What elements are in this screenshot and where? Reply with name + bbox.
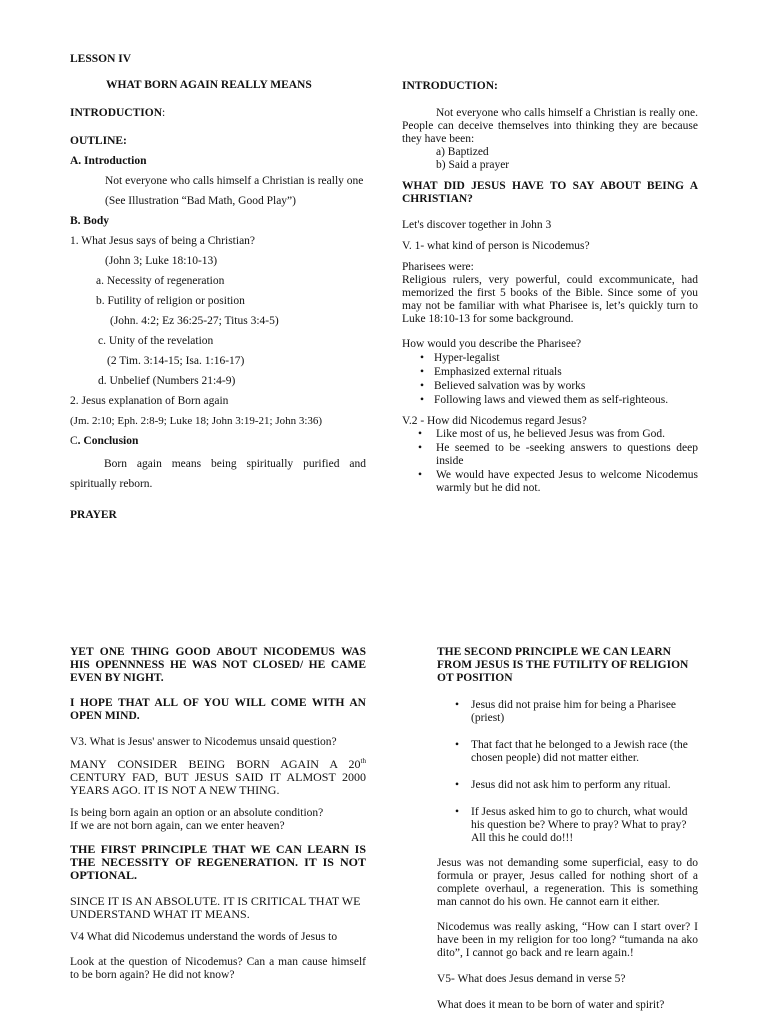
outline-heading: OUTLINE: [70, 135, 127, 147]
nicodemus-openness: YET ONE THING GOOD ABOUT NICODEMUS WAS HIS OPENNNESS HE WAS NOT CLOSED/ HE CAME EVEN BY NIGHT. [70, 646, 366, 684]
outline-bb: b. Futility of religion or position [96, 295, 245, 307]
outline-b2-ref: (Jm. 2:10; Eph. 2:8-9; Luke 18; John 3:19-21; John 3:36) [70, 415, 323, 427]
water-spirit-question: What does it mean to be born of water and spirit? [437, 999, 665, 1011]
bottom-right-column [437, 646, 698, 1012]
nicodemus-regard-list [402, 428, 698, 495]
list-item: • Believed salvation was by works [420, 379, 698, 393]
first-principle: THE FIRST PRINCIPLE THAT WE CAN LEARN IS THE NECESSITY OF REGENERATION. IT IS NOT OPTIONAL. [70, 842, 366, 882]
list-item: • Jesus did not praise him for being a Pharisee (priest) [437, 699, 698, 725]
outline-bb-ref: (John. 4:2; Ez 36:25-27; Titus 3:4-5) [110, 315, 279, 327]
outline-b1-ref: (John 3; Luke 18:10-13) [105, 255, 218, 267]
list-item: • Like most of us, he believed Jesus was from God. [402, 428, 698, 441]
pharisee-traits-list [402, 351, 698, 407]
outline-column [70, 52, 366, 522]
list-item: • If Jesus asked him to go to church, what would his question be? Where to pray? What to pray? All this he could do!!! [437, 806, 698, 845]
heaven-question: If we are not born again, can we enter heaven? [70, 820, 285, 832]
outline-section-c: C. Conclusion [70, 435, 139, 447]
pharisees-text: Religious rulers, very powerful, could excommunicate, had memorized the first 5 books of the Bible. Since some of you may not be familiar with what Pharisee is, let’s quickly turn to Luke 18:10-13 for some background. [402, 274, 698, 325]
outline-a-ref: (See Illustration “Bad Math, Good Play”) [105, 195, 296, 207]
list-item: • He seemed to be -seeking answers to questions deep inside [402, 442, 698, 468]
v2-question: V.2 - How did Nicodemus regard Jesus? [402, 415, 587, 427]
intro-right-heading: INTRODUCTION: [402, 80, 498, 92]
intro-item-baptized: a) Baptized [436, 146, 489, 158]
v3-question: V3. What is Jesus' answer to Nicodemus unsaid question? [70, 736, 337, 748]
intro-item-prayer: b) Said a prayer [436, 159, 510, 171]
outline-a-text: Not everyone who calls himself a Christian is really one [105, 175, 364, 187]
list-item: • Hyper-legalist [420, 351, 698, 365]
pharisees-were: Pharisees were: [402, 261, 474, 273]
discover-line: Let's discover together in John 3 [402, 219, 552, 231]
born-again-fad: MANY CONSIDER BEING BORN AGAIN A 20th CENTURY FAD, BUT JESUS SAID IT ALMOST 2000 YEARS AGO. IT IS NOT A NEW THING. [70, 757, 366, 797]
intro-paragraph: Not everyone who calls himself a Christian is really one. People can deceive themselves into thinking they are because they have been: [402, 107, 698, 145]
conclusion-text: Born again means being spiritually purified and spiritually reborn. [70, 458, 366, 490]
outline-section-a: A. Introduction [70, 155, 147, 167]
option-question: Is being born again an option or an absolute condition? [70, 807, 324, 819]
lesson-title: WHAT BORN AGAIN REALLY MEANS [106, 79, 312, 91]
list-item: • Jesus did not ask him to perform any ritual. [437, 779, 698, 792]
start-over-paragraph: Nicodemus was really asking, “How can I start over? I have been in my religion for too long? “tumanda na ako dito”, I cannot go back and re learn again.! [437, 921, 698, 959]
introduction-column [402, 79, 698, 495]
outline-bc-ref: (2 Tim. 3:14-15; Isa. 1:16-17) [107, 355, 245, 367]
outline-section-b: B. Body [70, 215, 109, 227]
outline-b1: 1. What Jesus says of being a Christian? [70, 235, 256, 247]
list-item: • That fact that he belonged to a Jewish race (the chosen people) did not matter either. [437, 739, 698, 765]
outline-b2: 2. Jesus explanation of Born again [70, 395, 229, 407]
futility-list [437, 699, 698, 845]
outline-ba: a. Necessity of regeneration [96, 275, 225, 287]
introduction-heading: INTRODUCTION: [70, 107, 166, 119]
list-item: • Following laws and viewed them as self-righteous. [420, 393, 698, 407]
outline-bd: d. Unbelief (Numbers 21:4-9) [98, 375, 236, 387]
v4-question: V4 What did Nicodemus understand the words of Jesus to [70, 931, 338, 943]
list-item: • We would have expected Jesus to welcome Nicodemus warmly but he did not. [402, 469, 698, 495]
describe-question: How would you describe the Pharisee? [402, 338, 582, 350]
v5-question: V5- What does Jesus demand in verse 5? [437, 973, 626, 985]
lesson-label: LESSON IV [70, 53, 132, 65]
absolute-statement: SINCE IT IS AN ABSOLUTE. IT IS CRITICAL THAT WE UNDERSTAND WHAT IT MEANS. [70, 894, 361, 921]
v1-question: V. 1- what kind of person is Nicodemus? [402, 240, 590, 252]
list-item: • Emphasized external rituals [420, 365, 698, 379]
open-mind-hope: I HOPE THAT ALL OF YOU WILL COME WITH AN OPEN MIND. [70, 697, 366, 722]
outline-bc: c. Unity of the revelation [98, 335, 214, 347]
second-principle-heading: THE SECOND PRINCIPLE WE CAN LEARN FROM JESUS IS THE FUTILITY OF RELIGION OT POSITION [437, 646, 689, 684]
look-question: Look at the question of Nicodemus? Can a man cause himself to be born again? He did not know? [70, 956, 366, 981]
prayer-heading: PRAYER [70, 509, 117, 521]
overhaul-paragraph: Jesus was not demanding some superficial, easy to do formula or prayer, Jesus called for nothing short of a complete overhaul, a regeneration. This is something man cannot do his own. He cannot earn it either. [437, 857, 698, 908]
jesus-question-heading: WHAT DID JESUS HAVE TO SAY ABOUT BEING A CHRISTIAN? [402, 180, 698, 205]
bottom-left-column [70, 646, 366, 982]
